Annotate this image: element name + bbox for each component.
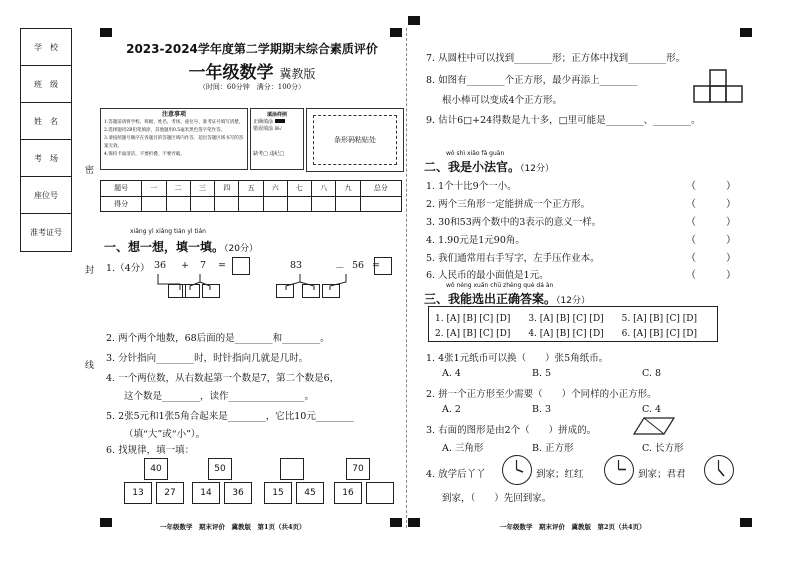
score-cell[interactable] <box>166 196 190 212</box>
score-row <box>101 196 402 212</box>
notice-line: 2.选择题用2B铅笔填涂，其他题用0.5毫米黑色签字笔作答。 <box>104 128 226 133</box>
notice-box <box>100 108 248 170</box>
sample-wrong <box>253 125 301 132</box>
registration-mark <box>100 518 112 527</box>
score-cell[interactable] <box>336 196 360 212</box>
registration-mark <box>408 518 420 527</box>
pattern-top-box: 50 <box>208 458 232 480</box>
pattern-top-box[interactable] <box>280 458 304 480</box>
clock-icon <box>704 455 734 485</box>
q2-text: 2. 两个两个地数，68后面的是________和________。 <box>106 333 330 344</box>
registration-mark <box>390 28 402 37</box>
q1-num-a: 36 <box>154 260 167 271</box>
section1-title <box>104 238 258 255</box>
section3-title-text: 三、我能选出正确答案。 <box>424 292 557 306</box>
score-cell[interactable] <box>142 196 166 212</box>
section3-title <box>424 290 590 307</box>
notice-title: 注意事项 <box>161 111 186 118</box>
score-header-cell: 九 <box>336 181 360 197</box>
pattern-top-box: 70 <box>346 458 370 480</box>
pattern-bottom-box[interactable] <box>366 482 394 504</box>
choice-q1: 1. 4张1元纸币可以换（ ）张5角纸币。 <box>426 353 609 364</box>
q1-op2: － <box>335 263 345 274</box>
judge-item: 3. 30和53两个数中的3表示的意义一样。 <box>426 217 602 228</box>
edition: 冀教版 <box>279 67 316 81</box>
q4-text-cont: 这个数是________，读作________________。 <box>124 391 315 402</box>
choice-q4-mid: 到家；红红 <box>536 469 584 480</box>
score-cell[interactable] <box>239 196 263 212</box>
choice-option: C. 4 <box>642 404 662 415</box>
score-cell[interactable] <box>360 196 401 212</box>
registration-mark <box>390 518 402 527</box>
info-seat[interactable]: 座位号 <box>21 177 71 214</box>
answer-grid <box>428 306 718 342</box>
choice-q4: 4. 放学后丫丫 <box>426 469 486 480</box>
section2-points: （12分） <box>520 164 554 174</box>
judge-answer[interactable]: （ ） <box>686 235 736 246</box>
seal-char: 线 <box>83 360 93 369</box>
choice-option: C. 8 <box>642 368 662 379</box>
score-header-cell: 一 <box>142 181 166 197</box>
seal-char: 封 <box>83 265 93 274</box>
q5-text: 5. 2张5元和1张5角合起来是________，它比10元________ <box>106 411 354 422</box>
pattern-bottom-box: 15 <box>264 482 292 504</box>
choice-option: A. 2 <box>442 404 461 415</box>
section1-title-text: 一、想一想，填一填。 <box>104 240 225 254</box>
parallelogram-figure <box>632 416 676 436</box>
score-header-cell: 题号 <box>101 181 142 197</box>
score-header-cell: 三 <box>190 181 214 197</box>
info-school[interactable]: 学 校 <box>21 29 71 66</box>
answer-grid-row[interactable]: 2. [A] [B] [C] [D] 4. [A] [B] [C] [D] 6. [A] [B] [C] [D] <box>435 329 698 339</box>
judge-item: 6. 人民币的最小面值是1元。 <box>426 270 549 281</box>
q1-split-box[interactable] <box>202 284 220 298</box>
choice-q3: 3. 右面的图形是由2个（ ）拼成的。 <box>426 425 597 436</box>
score-header-cell: 七 <box>287 181 311 197</box>
exam-title: 2023-2024学年度第二学期期末综合素质评价 <box>126 42 378 56</box>
answer-grid-row[interactable]: 1. [A] [B] [C] [D] 3. [A] [B] [C] [D] 5. [A] [B] [C] [D] <box>435 314 698 324</box>
judge-item: 4. 1.90元是1元90角。 <box>426 235 525 246</box>
footer-right: 一年级数学 期末评价 冀教版 第2页（共4页） <box>500 523 646 531</box>
student-info-box <box>20 28 72 252</box>
pattern-top-box: 40 <box>144 458 168 480</box>
page-divider <box>406 28 407 528</box>
q1-num-c: 83 <box>290 260 303 271</box>
section1-points: （20分） <box>224 244 258 254</box>
wrong-mark-icon: ☒✓ <box>274 126 283 132</box>
pattern-bottom-box: 14 <box>192 482 220 504</box>
judge-answer[interactable]: （ ） <box>686 181 736 192</box>
barcode-area <box>306 108 404 172</box>
q8-text: 8. 如图有________个正方形，最少再添上________ <box>426 75 638 86</box>
choice-option: B. 正方形 <box>532 443 574 454</box>
section2-title-text: 二、我是小法官。 <box>424 160 521 174</box>
judge-answer[interactable]: （ ） <box>686 253 736 264</box>
sample-title: 填涂样例 <box>266 112 287 118</box>
exam-subtitle <box>102 58 402 83</box>
exam-meta: （时间：60分钟 满分：100分） <box>198 83 306 91</box>
q9-text: 9. 估计6□+24得数是九十多，□里可能是________、________。 <box>426 115 701 126</box>
pattern-bottom-box: 45 <box>296 482 324 504</box>
notice-line: 3.请按照题号顺序在各题目的答题区域内作答，超出答题区域书写的答案无效。 <box>104 136 244 149</box>
choice-q4-mid2: 到家；君君 <box>638 469 686 480</box>
q6-text: 6. 找规律，填一填： <box>106 445 195 456</box>
score-cell[interactable] <box>215 196 239 212</box>
fill-sample-box <box>250 108 304 170</box>
choice-option: A. 4 <box>442 368 461 379</box>
sample-correct-label: 正确填涂 <box>253 119 274 125</box>
info-class[interactable]: 班 级 <box>21 66 71 103</box>
choice-option: C. 长方形 <box>642 443 684 454</box>
q1-op1: + <box>181 260 189 271</box>
judge-item: 1. 1个十比9个一小。 <box>426 181 517 192</box>
q1-answer-box[interactable] <box>374 257 392 275</box>
section3-points: （12分） <box>556 296 590 306</box>
filled-mark-icon <box>275 119 285 123</box>
q1-eq1: = <box>218 260 226 271</box>
registration-mark <box>740 28 752 37</box>
q8-text-cont: 根小棒可以变成4个正方形。 <box>442 95 563 106</box>
registration-mark <box>100 28 112 37</box>
choice-q2: 2. 拼一个正方形至少需要（ ）个同样的小正方形。 <box>426 389 657 400</box>
pattern-bottom-box: 36 <box>224 482 252 504</box>
section2-pinyin: wǒ shì xiǎo fǎ guān <box>446 150 505 157</box>
score-header-cell: 二 <box>166 181 190 197</box>
judge-item: 5. 我们通常用右手写字，左手压作业本。 <box>426 253 600 264</box>
choice-option: B. 3 <box>532 404 552 415</box>
info-name[interactable]: 姓 名 <box>21 103 71 140</box>
score-header-cell: 六 <box>263 181 287 197</box>
violation-label: 违纪 <box>269 151 280 157</box>
seal-char: 密 <box>83 165 93 174</box>
section3-pinyin: wǒ néng xuǎn chū zhèng què dá àn <box>446 282 554 289</box>
score-table <box>100 180 402 212</box>
stick-square-figure <box>692 68 748 104</box>
registration-mark <box>740 518 752 527</box>
q1-split-box[interactable] <box>276 284 294 298</box>
notice-line: 1.答题前请将学校、班级、姓名、考场、座位号、准考证号填写清楚。 <box>104 120 244 125</box>
score-header-cell: 八 <box>312 181 336 197</box>
subject: 一年级数学 <box>188 63 274 83</box>
sample-wrong-label: 错误填涂 <box>253 126 274 132</box>
clock-icon <box>502 455 532 485</box>
pattern-bottom-box: 13 <box>124 482 152 504</box>
judge-answer[interactable]: （ ） <box>686 270 736 281</box>
footer-left: 一年级数学 期末评价 冀教版 第1页（共4页） <box>160 523 306 531</box>
pattern-bottom-box: 16 <box>334 482 362 504</box>
score-cell[interactable] <box>190 196 214 212</box>
judge-answer[interactable]: （ ） <box>686 199 736 210</box>
judge-item: 2. 两个三角形一定能拼成一个正方形。 <box>426 199 591 210</box>
registration-mark <box>408 16 420 25</box>
choice-option: B. 5 <box>532 368 552 379</box>
sample-absent: 缺考□ 违纪□ <box>253 151 285 157</box>
q1-label: 1.（4分） <box>106 263 150 274</box>
info-exam-room[interactable]: 考 场 <box>21 140 71 177</box>
absent-label: 缺考 <box>253 151 264 157</box>
score-header-row <box>101 181 402 197</box>
q1-answer-box[interactable] <box>232 257 250 275</box>
score-cell[interactable] <box>312 196 336 212</box>
choice-option: A. 三角形 <box>442 443 484 454</box>
score-cell[interactable] <box>287 196 311 212</box>
q5-text-cont: （填“大”或“小”）。 <box>124 429 206 440</box>
score-row-label: 得分 <box>101 196 142 212</box>
score-header-cell: 四 <box>215 181 239 197</box>
q1-split-box[interactable] <box>322 284 340 298</box>
section1-pinyin: xiǎng yì xiǎng tián yì tián <box>130 228 206 235</box>
sample-correct <box>253 118 301 125</box>
q4-text: 4. 一个两位数，从右数起第一个数是7，第二个数是6， <box>106 373 340 384</box>
choice-q4-end: 到家，（ ）先回到家。 <box>442 493 552 504</box>
q1-split-box[interactable] <box>182 284 200 298</box>
section2-title <box>424 158 554 175</box>
q1-eq2: = <box>372 260 380 271</box>
q1-split-box[interactable] <box>302 284 320 298</box>
q1-num-b: 7 <box>200 260 207 271</box>
info-exam-id[interactable]: 准考证号 <box>30 227 62 237</box>
score-header-cell: 总分 <box>360 181 401 197</box>
score-cell[interactable] <box>263 196 287 212</box>
pattern-bottom-box: 27 <box>156 482 184 504</box>
barcode-label: 条形码粘贴处 <box>313 115 397 165</box>
notice-line: 4.保持卡面清洁，不要折叠、不要弄破。 <box>104 152 185 157</box>
q3-text: 3. 分针指向________时，时针指向几就是几时。 <box>106 353 309 364</box>
clock-icon <box>604 455 634 485</box>
score-header-cell: 五 <box>239 181 263 197</box>
q7-text: 7. 从圆柱中可以找到________形；正方体中找到________形。 <box>426 53 686 64</box>
judge-answer[interactable]: （ ） <box>686 217 736 228</box>
q1-num-d: 56 <box>352 260 365 271</box>
